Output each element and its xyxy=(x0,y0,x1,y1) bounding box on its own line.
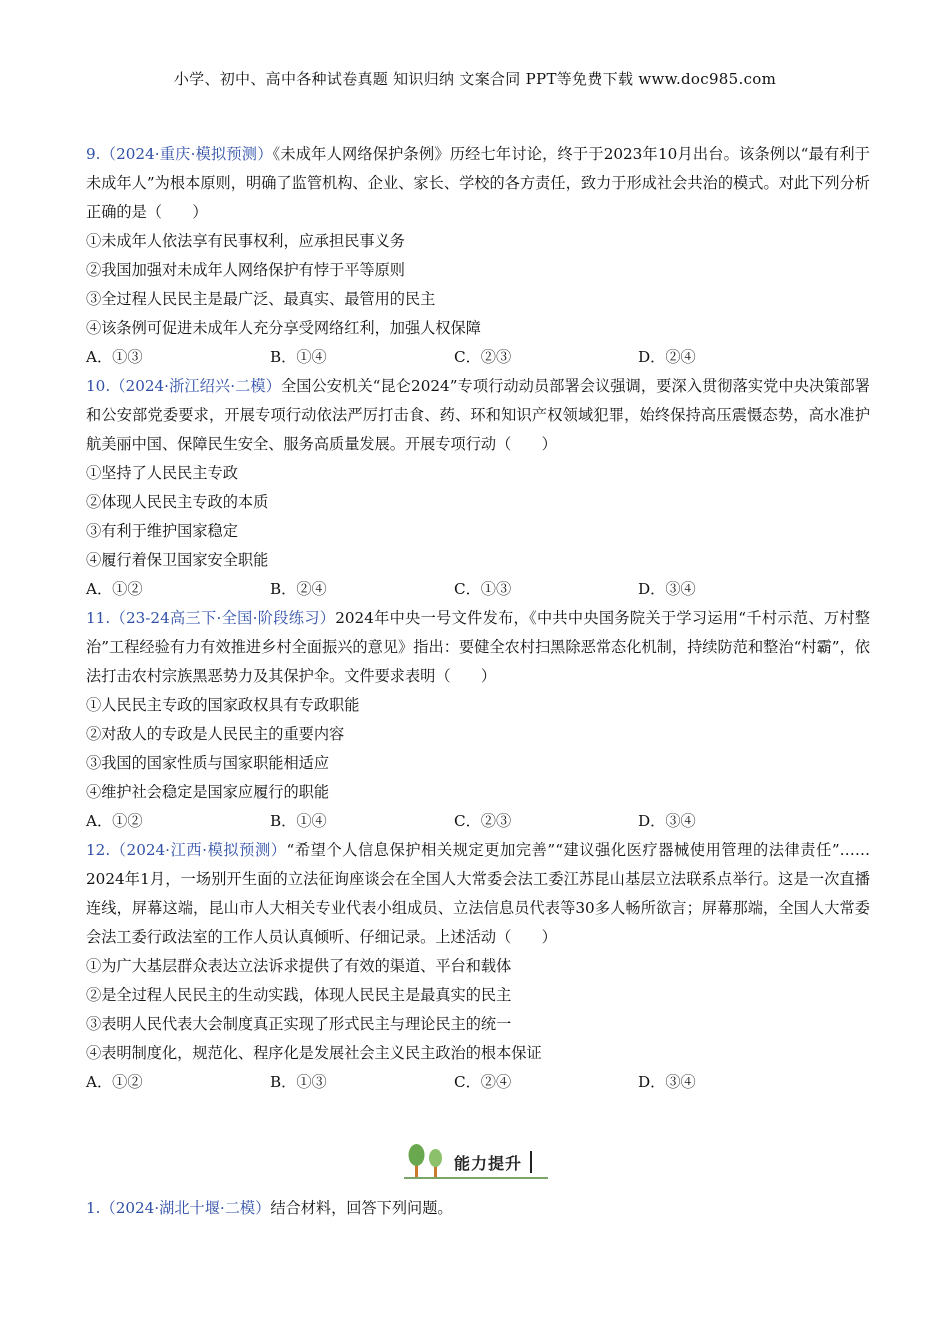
choice-a[interactable]: A．①③ xyxy=(86,348,143,366)
option-statement: ①人民民主专政的国家政权具有专政职能 xyxy=(86,696,360,714)
question-stem xyxy=(86,372,870,459)
answer-choices xyxy=(86,1068,870,1097)
option-statement: ②对敌人的专政是人民民主的重要内容 xyxy=(86,725,345,743)
question-list xyxy=(86,140,870,1097)
option-statement: ③表明人民代表大会制度真正实现了形式民主与理论民主的统一 xyxy=(86,1015,512,1033)
question-ability-1 xyxy=(86,1194,870,1223)
section-title: 能力提升 xyxy=(454,1154,523,1173)
choice-c[interactable]: C．①③ xyxy=(454,580,512,598)
option-statement: ③我国的国家性质与国家职能相适应 xyxy=(86,754,329,772)
choice-d[interactable]: D．③④ xyxy=(638,580,696,598)
option-statement: ②体现人民民主专政的本质 xyxy=(86,493,269,511)
option-statement: ④该条例可促进未成年人充分享受网络红利，加强人权保障 xyxy=(86,319,481,337)
question-stem xyxy=(86,604,870,691)
question-source: （23-24高三下·全国·阶段练习） xyxy=(110,609,336,627)
option-statement: ①坚持了人民民主专政 xyxy=(86,464,238,482)
choice-d[interactable]: D．③④ xyxy=(638,1073,696,1091)
title-cursor-bar xyxy=(530,1151,532,1173)
question-number: 11. xyxy=(86,609,111,627)
option-statement: ①未成年人依法享有民事权利，应承担民事义务 xyxy=(86,232,405,250)
choice-a[interactable]: A．①② xyxy=(86,1073,143,1091)
choice-a[interactable]: A．①② xyxy=(86,812,143,830)
choice-c[interactable]: C．②③ xyxy=(454,348,512,366)
option-statement: ①为广大基层群众表达立法诉求提供了有效的渠道、平台和载体 xyxy=(86,957,512,975)
choice-b[interactable]: B．①④ xyxy=(270,812,327,830)
question-9 xyxy=(86,140,870,372)
question-text: 2024年中央一号文件发布，《中共中央国务院关于学习运用“千村示范、万村整治”工程经验有力有效推进乡村全面振兴的意见》指出：要健全农村扫黑除恶常态化机制，持续防范和整治“村霸”，依法打击农村宗族黑恶势力及其保护伞。文件要求表明（ ） xyxy=(86,609,870,685)
question-stem xyxy=(86,1194,870,1223)
question-number: 1. xyxy=(86,1199,101,1217)
section-heading xyxy=(404,1143,548,1179)
option-statement: ④履行着保卫国家安全职能 xyxy=(86,551,269,569)
tree-icon xyxy=(404,1143,450,1179)
question-source: （2024·湖北十堰·二模） xyxy=(100,1199,271,1217)
option-statement: ②是全过程人民民主的生动实践，体现人民民主是最真实的民主 xyxy=(86,986,512,1004)
option-statement: ③全过程人民民主是最广泛、最真实、最管用的民主 xyxy=(86,290,436,308)
question-10 xyxy=(86,372,870,604)
question-stem xyxy=(86,836,870,952)
question-number: 10. xyxy=(86,377,111,395)
question-12 xyxy=(86,836,870,1097)
option-statement: ④表明制度化，规范化、程序化是发展社会主义民主政治的根本保证 xyxy=(86,1044,542,1062)
option-statement: ④维护社会稳定是国家应履行的职能 xyxy=(86,783,329,801)
question-text: 全国公安机关“昆仑2024”专项行动动员部署会议强调，要深入贯彻落实党中央决策部署和公安部党委要求，开展专项行动依法严厉打击食、药、环和知识产权领域犯罪，始终保持高压震慑态势，高水准护航美丽中国、保障民生安全、服务高质量发展。开展专项行动（ ） xyxy=(86,377,870,453)
choice-d[interactable]: D．②④ xyxy=(638,348,696,366)
question-11 xyxy=(86,604,870,836)
option-statement: ③有利于维护国家稳定 xyxy=(86,522,238,540)
choice-b[interactable]: B．①③ xyxy=(270,1073,327,1091)
question-source: （2024·江西·模拟预测） xyxy=(110,841,287,859)
choice-d[interactable]: D．③④ xyxy=(638,812,696,830)
answer-choices xyxy=(86,343,870,372)
question-text: 《未成年人网络保护条例》历经七年讨论，终于于2023年10月出台。该条例以“最有利于未成年人”为根本原则，明确了监管机构、企业、家长、学校的各方责任，致力于形成社会共治的模式。对此下列分析正确的是（ ） xyxy=(86,145,870,221)
question-source: （2024·浙江绍兴·二模） xyxy=(110,377,281,395)
question-number: 12. xyxy=(86,841,111,859)
choice-c[interactable]: C．②④ xyxy=(454,1073,512,1091)
question-source: （2024·重庆·模拟预测） xyxy=(100,145,273,163)
answer-choices xyxy=(86,575,870,604)
option-statement: ②我国加强对未成年人网络保护有悖于平等原则 xyxy=(86,261,405,279)
question-text: “希望个人信息保护相关规定更加完善”“建议强化医疗器械使用管理的法律责任”……2024年1月，一场别开生面的立法征询座谈会在全国人大常委会法工委江苏昆山基层立法联系点举行。这是一次直播连线，屏幕这端，昆山市人大相关专业代表小组成员、立法信息员代表等30多人畅所欲言；屏幕那端，全国人大常委会法工委行政法室的工作人员认真倾听、仔细记录。上述活动（ ） xyxy=(86,841,871,946)
choice-b[interactable]: B．②④ xyxy=(270,580,327,598)
choice-b[interactable]: B．①④ xyxy=(270,348,327,366)
answer-choices xyxy=(86,807,870,836)
page-header: 小学、初中、高中各种试卷真题 知识归纳 文案合同 PPT等免费下载 www.doc985.com xyxy=(173,70,777,88)
question-stem xyxy=(86,140,870,227)
section-banner xyxy=(0,1141,950,1181)
section-underline xyxy=(404,1177,548,1179)
question-text: 结合材料，回答下列问题。 xyxy=(270,1199,453,1217)
question-number: 9. xyxy=(86,145,101,163)
choice-a[interactable]: A．①② xyxy=(86,580,143,598)
choice-c[interactable]: C．②③ xyxy=(454,812,512,830)
